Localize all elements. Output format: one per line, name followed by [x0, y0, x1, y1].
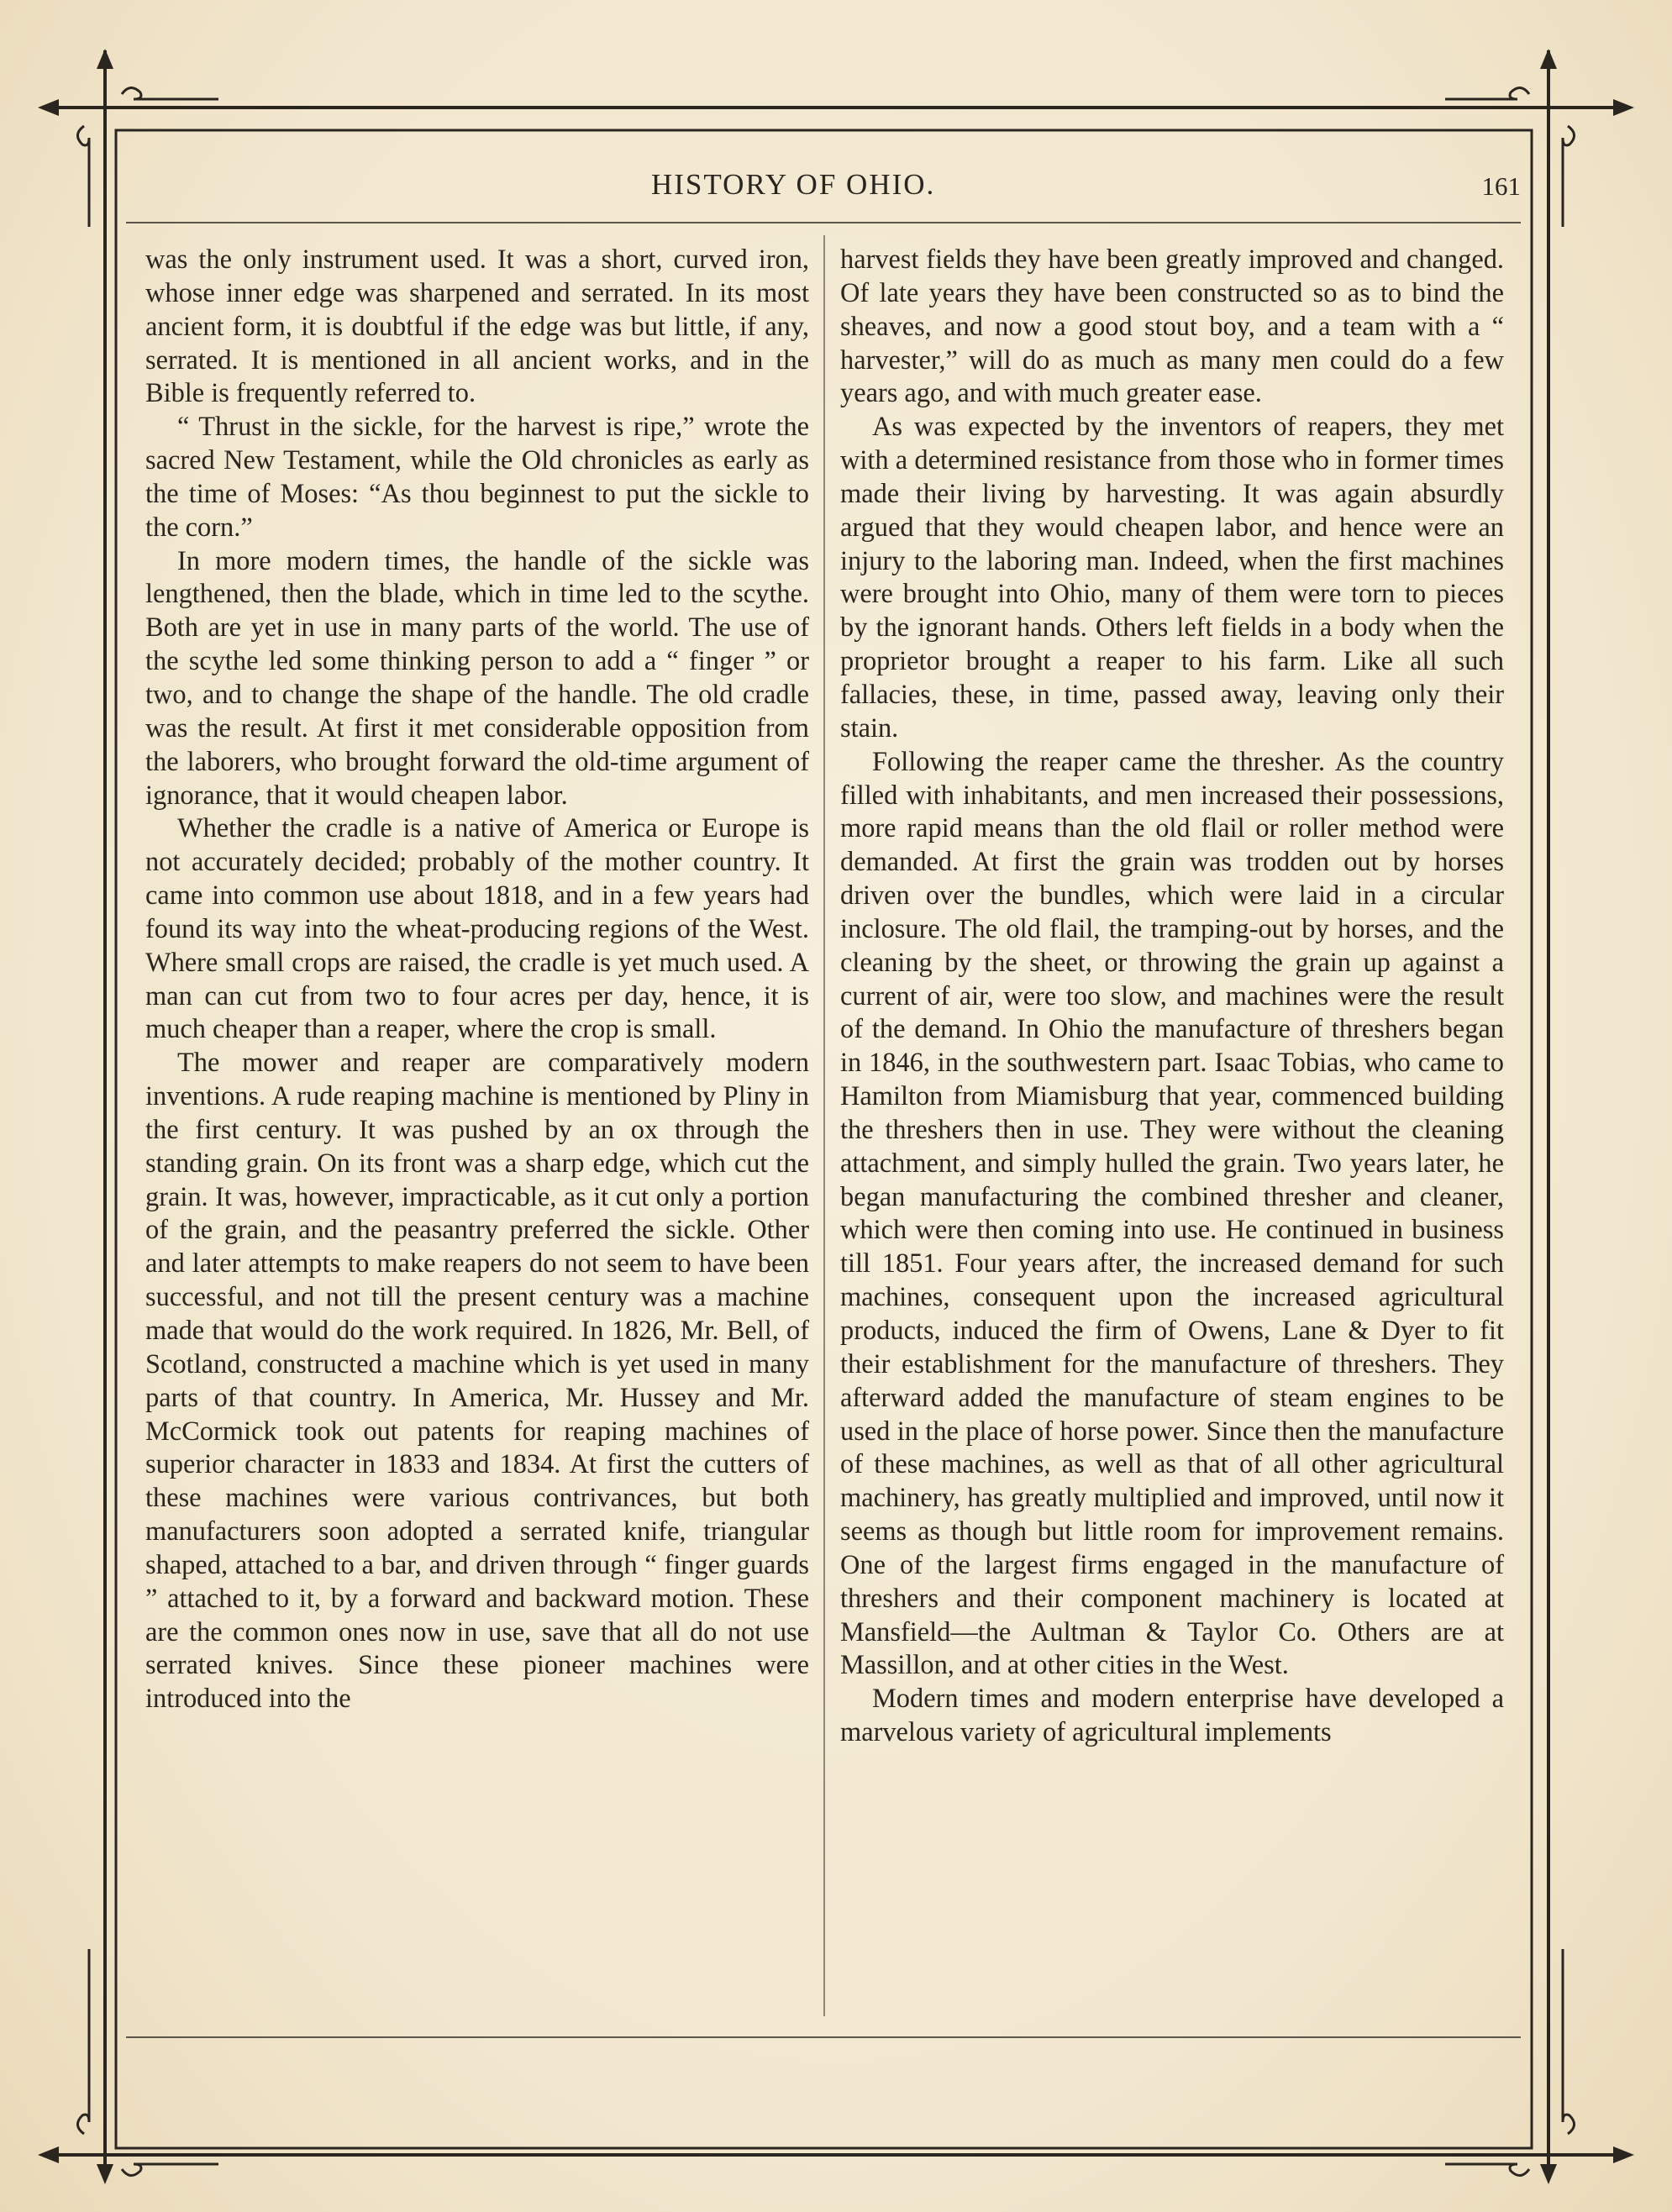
page-number: 161 [1481, 171, 1521, 201]
left-column [145, 244, 809, 1716]
left-paragraph-5: The mower and reaper are comparatively modern inventions. A rude reaping machine is mentioned by Pliny in the first century. It was pushed by an ox through the standing grain. On its front was a sharp edge, which cut the grain. It was, however, impracticable, as it cut only a portion of the grain, and the peasantry preferred the sickle. Other and later attempts to make reapers do not seem to have been successful, and not till the present century was a machine made that would do the work required. In 1826, Mr. Bell, of Scotland, constructed a machine which is yet used in many parts of that country. In America, Mr. Hussey and Mr. McCormick took out patents for reaping machines of superior character in 1833 and 1834. At first the cutters of these machines were various contrivances, but both manufacturers soon adopted a serrated knife, triangular shaped, attached to a bar, and driven through “ finger guards ” attached to it, by a forward and backward motion. These are the common ones now in use, save that all do not use serrated knives. Since these pioneer machines were introduced into the [145, 1048, 809, 1715]
arrow-right-top [1613, 99, 1634, 116]
arrow-right-bottom [1613, 2146, 1634, 2163]
arrow-bottom-right-down [1540, 2164, 1557, 2184]
left-paragraph-2: “ Thrust in the sickle, for the harvest is ripe,” wrote the sacred New Testament, while the Old chronicles as early as the time of Moses: “As thou beginnest to put the sickle to the corn.” [145, 412, 809, 543]
right-paragraph-4: Modern times and modern enterprise have developed a marvelous variety of agricultural implements [840, 1684, 1504, 1748]
left-paragraph-4: Whether the cradle is a native of America or Europe is not accurately decided; probably of the mother country. It came into common use about 1818, and in a few years had found its way into the wheat-producing regions of the West. Where small crops are raised, the cradle is yet much used. A man can cut from two to four acres per day, hence, it is much cheaper than a reaper, where the crop is small. [145, 813, 809, 1045]
arrow-left-top [38, 99, 59, 116]
page-header [126, 168, 1521, 210]
running-head: HISTORY OF OHIO. [651, 168, 936, 201]
arrow-top-right-up [1540, 49, 1557, 69]
right-paragraph-1: harvest fields they have been greatly improved and changed. Of late years they have been constructed so as to bind the sheaves, and now a good stout boy, and a team with a “ harvester,” will do as much as many men could do a few years ago, and with much greater ease. [840, 244, 1504, 409]
right-paragraph-3: Following the reaper came the thresher. As the country filled with inhabitants, and men increased their possessions, more rapid means than the old flail or roller method were demanded. At first the grain was trodden out by horses driven over the bundles, which were laid in a circular inclosure. The old flail, the tramping-out by horses, and the cleaning by the sheet, or throwing the grain up against a current of air, were too slow, and machines were the result of the demand. In Ohio the manufacture of threshers began in 1846, in the southwestern part. Isaac Tobias, who came to Hamilton from Miamisburg that year, commenced building the threshers then in use. They were without the cleaning attachment, and simply hulled the grain. Two years later, he began manufacturing the combined thresher and cleaner, which were then coming into use. He continued in business till 1851. Four years after, the increased demand for such machines, consequent upon the increased agricultural products, induced the firm of Owens, Lane & Dyer to fit their establishment for the manufacture of threshers. They afterward added the manufacture of steam engines to be used in the place of horse power. Since then the manufacture of these machines, as well as that of all other agricultural machinery, has greatly multiplied and improved, until now it seems as though but little room for improvement remains. One of the largest firms engaged in the manufacture of threshers and their component machinery is located at Mansfield—the Aultman & Taylor Co. Others are at Massillon, and at other cities in the West. [840, 746, 1504, 1681]
right-column [840, 244, 1504, 1750]
right-paragraph-2: As was expected by the inventors of reapers, they met with a determined resistance from those who in former times made their living by harvesting. It was again absurdly argued that they would cheapen labor, and hence were an injury to the laboring man. Indeed, when the first machines were brought into Ohio, many of them were torn to pieces by the ignorant hands. Others left fields in a body when the proprietor brought a reaper to his farm. Like all such fallacies, these, in time, passed away, leaving only their stain. [840, 412, 1504, 743]
arrow-top-left-up [97, 49, 113, 69]
arrow-bottom-left-down [97, 2164, 113, 2184]
arrow-left-bottom [38, 2146, 59, 2163]
left-paragraph-1: was the only instrument used. It was a short, curved iron, whose inner edge was sharpened and serrated. In its most ancient form, it is doubtful if the edge was but little, if any, serrated. It is mentioned in all ancient works, and in the Bible is frequently referred to. [145, 244, 809, 409]
left-paragraph-3: In more modern times, the handle of the sickle was lengthened, then the blade, which in time led to the scythe. Both are yet in use in many parts of the world. The use of the scythe led some thinking person to add a “ finger ” or two, and to change the shape of the handle. The old cradle was the result. At first it met considerable opposition from the laborers, who brought forward the old-time argument of ignorance, that it would cheapen labor. [145, 545, 809, 811]
